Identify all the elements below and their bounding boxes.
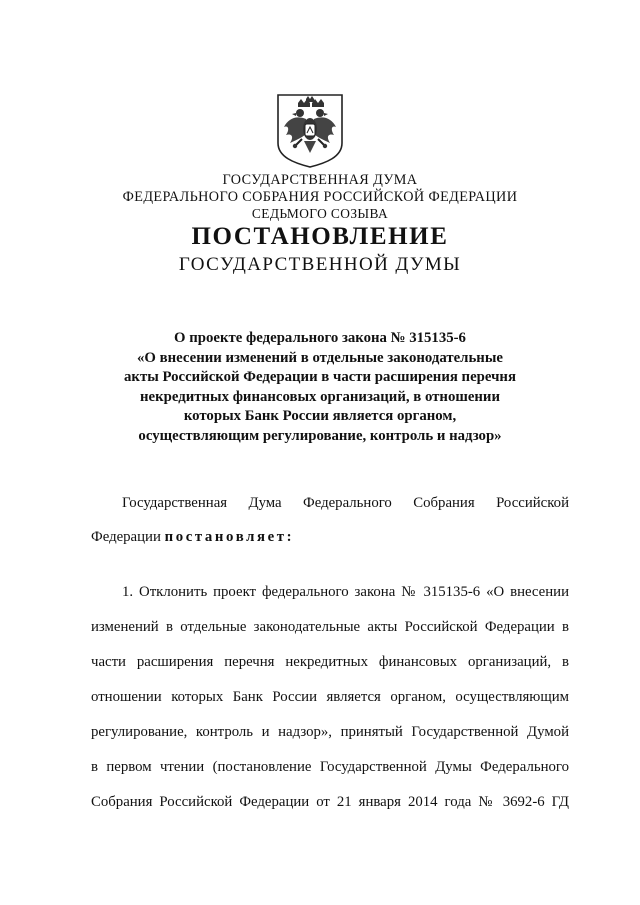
org-line-convocation: СЕДЬМОГО СОЗЫВА <box>251 206 389 221</box>
preamble-text: Федерации <box>91 529 165 545</box>
org-line-state-duma: ГОСУДАРСТВЕННАЯ ДУМА <box>222 172 418 188</box>
heading-line: которых Банк России является органом, <box>183 408 457 424</box>
paragraph-line: части расширения перечня некредитных финансовых организаций, в <box>91 654 569 670</box>
paragraph-line: изменений в отдельные законодательные акты Российской Федерации в <box>91 619 569 635</box>
resolution-heading <box>80 329 560 446</box>
heading-line: О проекте федерального закона № 315135-6 <box>174 330 466 346</box>
coat-of-arms-emblem-icon <box>276 93 344 169</box>
document-subtitle: ГОСУДАРСТВЕННОЙ ДУМЫ <box>178 254 462 275</box>
decree-word: постановляет: <box>164 529 295 545</box>
paragraph-line: регулирование, контроль и надзор», принятый Государственной Думой <box>91 724 569 740</box>
heading-line: некредитных финансовых организаций, в отношении <box>140 388 500 405</box>
paragraph-line: 1. Отклонить проект федерального закона № 315135-6 «О внесении <box>122 584 569 600</box>
paragraph-line: отношении которых Банк России является органом, осуществляющим <box>91 689 569 705</box>
paragraph-line: в первом чтении (постановление Государственной Думы Федерального <box>91 759 569 775</box>
heading-line: «О внесении изменений в отдельные законодательные <box>137 349 503 366</box>
preamble-line: Государственная Дума Федерального Собрания Российской <box>122 495 569 511</box>
org-line-federal-assembly: ФЕДЕРАЛЬНОГО СОБРАНИЯ РОССИЙСКОЙ ФЕДЕРАЦИИ <box>122 189 518 205</box>
paragraph-line: Собрания Российской Федерации от 21 января 2014 года № 3692-6 ГД <box>91 794 569 810</box>
preamble-line <box>91 527 569 547</box>
heading-line: осуществляющим регулирование, контроль и надзор» <box>138 427 502 444</box>
heading-line: акты Российской Федерации в части расширения перечня <box>124 369 516 385</box>
document-title: ПОСТАНОВЛЕНИЕ <box>191 223 449 250</box>
